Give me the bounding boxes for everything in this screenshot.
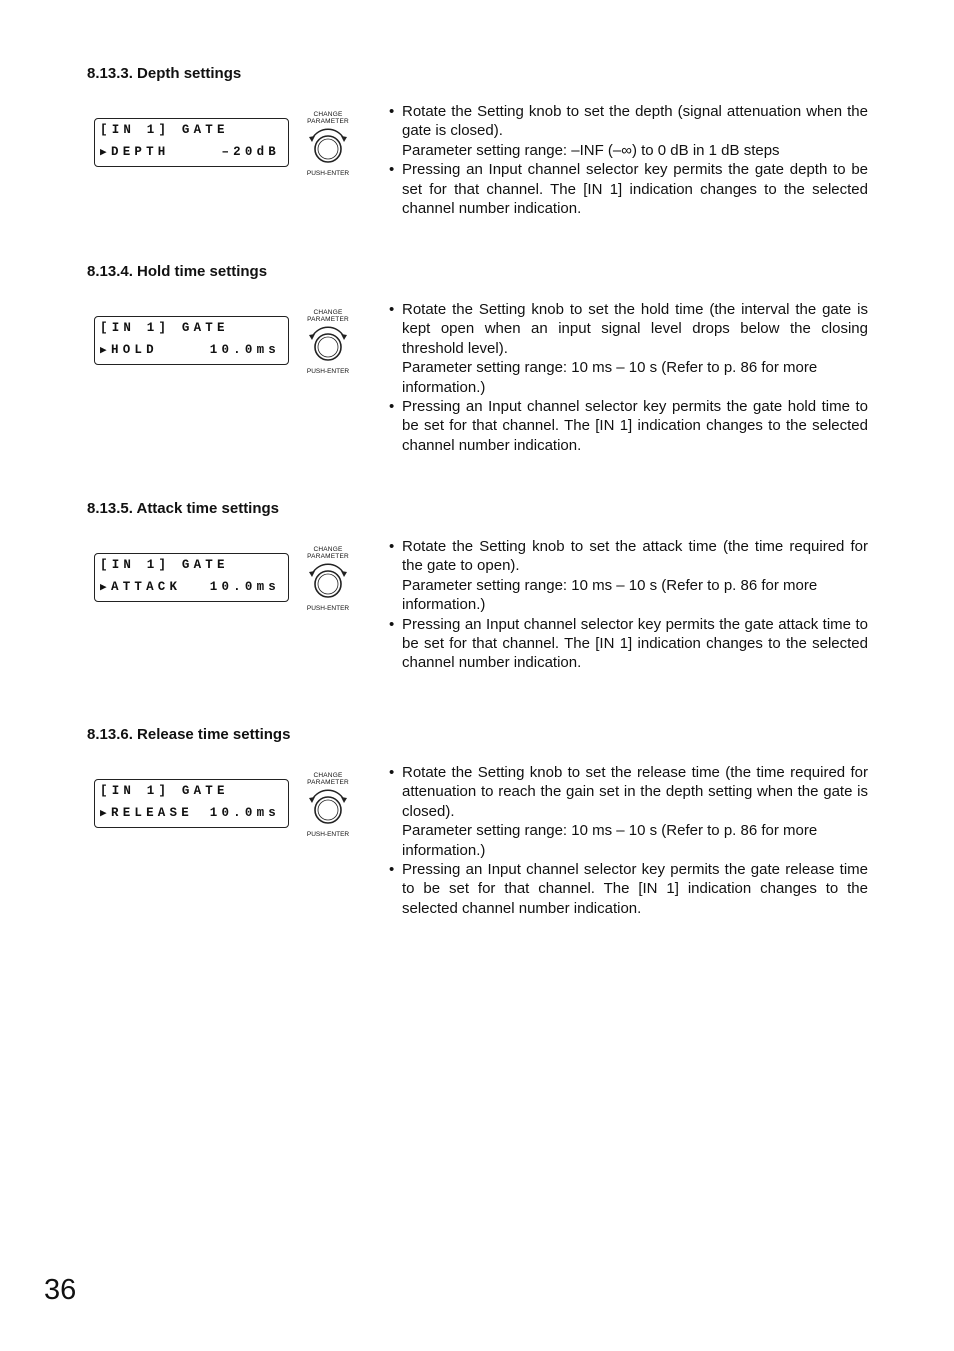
lcd-param-value: 10.0ms <box>209 343 280 357</box>
lcd-line1: [IN 1] GATE <box>100 123 229 137</box>
lcd-param-label: ATTACK <box>111 580 182 594</box>
lcd-param-value: 10.0ms <box>209 806 280 820</box>
list-item: • Rotate the Setting knob to set the hold time (the interval the gate is kept open when an input signal level drops below the closing threshold level). Parameter setting range: 10 ms – 10 s (Refer to p. 86 for more information.) <box>389 301 868 396</box>
knob-dial-icon <box>307 560 349 602</box>
lcd-line2 <box>100 805 280 821</box>
lcd-display <box>94 118 289 167</box>
setting-knob <box>301 111 355 181</box>
lcd-display <box>94 553 289 602</box>
cursor-arrow-icon: ▶ <box>100 147 107 159</box>
lcd-display <box>94 316 289 365</box>
knob-top-label: CHANGE PARAMETER <box>307 309 349 323</box>
lcd-display <box>94 779 289 828</box>
knob-bottom-label: PUSH-ENTER <box>306 368 350 375</box>
lcd-line1: [IN 1] GATE <box>100 558 229 572</box>
knob-bottom-label: PUSH-ENTER <box>306 605 350 612</box>
instructions <box>389 300 868 455</box>
instructions <box>389 102 868 218</box>
lcd-line2 <box>100 342 280 358</box>
instructions <box>389 537 868 673</box>
lcd-param-value: 10.0ms <box>209 580 280 594</box>
instructions <box>389 763 868 918</box>
knob-top-label: CHANGE PARAMETER <box>307 772 349 786</box>
knob-bottom-label: PUSH-ENTER <box>306 170 350 177</box>
setting-knob <box>301 772 355 842</box>
lcd-line1: [IN 1] GATE <box>100 784 229 798</box>
list-item: • Pressing an Input channel selector key permits the gate hold time to be set for that channel. The [IN 1] indication changes to the selected channel number indication. <box>389 398 868 454</box>
lcd-param-label: HOLD <box>111 343 158 357</box>
list-item: • Rotate the Setting knob to set the depth (signal attenuation when the gate is closed). Parameter setting range: –INF (–∞) to 0 dB in 1 dB steps <box>389 103 868 159</box>
section-heading: 8.13.4. Hold time settings <box>87 263 268 280</box>
knob-dial-icon <box>307 323 349 365</box>
list-item: • Pressing an Input channel selector key permits the gate attack time to be set for that channel. The [IN 1] indication changes to the selected channel number indication. <box>389 615 868 672</box>
knob-dial-icon <box>307 786 349 828</box>
cursor-arrow-icon: ▶ <box>100 345 107 357</box>
cursor-arrow-icon: ▶ <box>100 582 107 594</box>
list-item: • Rotate the Setting knob to set the attack time (the time required for the gate to open). Parameter setting range: 10 ms – 10 s (Refer to p. 86 for more information.) <box>389 538 868 614</box>
knob-top-label: CHANGE PARAMETER <box>307 546 349 560</box>
setting-knob <box>301 309 355 379</box>
page-number: 36 <box>44 1274 77 1306</box>
list-item: • Pressing an Input channel selector key permits the gate release time to be set for that channel. The [IN 1] indication changes to the selected channel number indication. <box>389 861 868 917</box>
lcd-param-value: –20dB <box>221 145 280 159</box>
list-item: • Pressing an Input channel selector key permits the gate depth to be set for that channel. The [IN 1] indication changes to the selected channel number indication. <box>389 161 868 218</box>
section-heading: 8.13.5. Attack time settings <box>87 500 280 517</box>
lcd-line2 <box>100 579 280 595</box>
knob-dial-icon <box>307 125 349 167</box>
section-heading: 8.13.6. Release time settings <box>87 726 291 743</box>
lcd-line2 <box>100 144 280 160</box>
cursor-arrow-icon: ▶ <box>100 808 107 820</box>
lcd-param-label: DEPTH <box>111 145 170 159</box>
section-heading: 8.13.3. Depth settings <box>87 65 242 82</box>
lcd-param-label: RELEASE <box>111 806 193 820</box>
setting-knob <box>301 546 355 616</box>
list-item: • Rotate the Setting knob to set the release time (the time required for attenuation to reach the gain set in the depth setting when the gate is closed). Parameter setting range: 10 ms – 10 s (Refer to p. 86 for more information.) <box>389 764 868 859</box>
lcd-line1: [IN 1] GATE <box>100 321 229 335</box>
knob-top-label: CHANGE PARAMETER <box>307 111 349 125</box>
knob-bottom-label: PUSH-ENTER <box>306 831 350 838</box>
